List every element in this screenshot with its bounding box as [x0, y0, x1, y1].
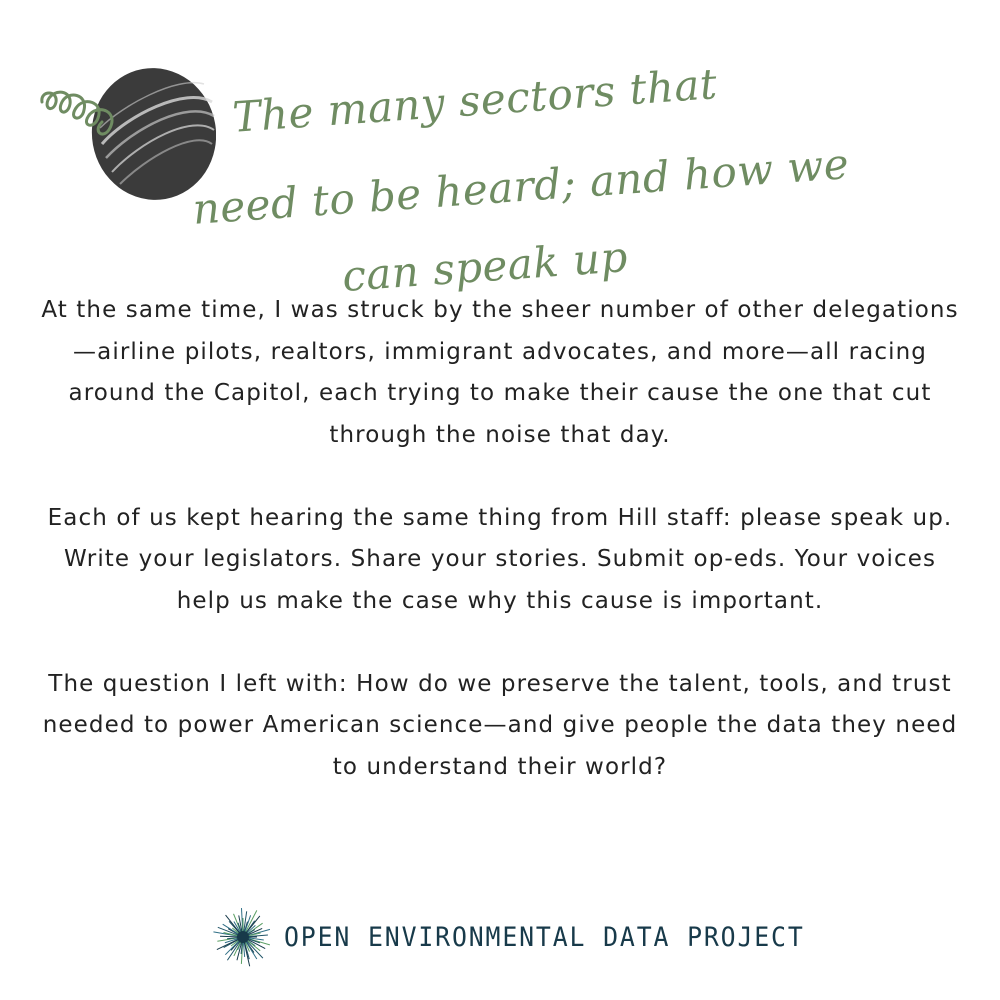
- paragraph-3: The question I left with: How do we preserve the talent, tools, and trust needed to power American science—and give people the data they need to understand their world?: [42, 670, 958, 780]
- title-line-1: The many sectors that: [230, 59, 719, 142]
- footer-brand: [210, 902, 805, 972]
- paragraph-1: At the same time, I was struck by the sheer number of other delegations—airline pilots, realtors, immigrant advocates, and more—all racing around the Capitol, each trying to make their cause the one that cut through the noise that day.: [41, 297, 959, 448]
- starburst-logo-icon: [210, 904, 276, 970]
- body-text: [40, 290, 960, 830]
- title-line-3: can speak up: [340, 232, 630, 301]
- paragraph-2: Each of us kept hearing the same thing from Hill staff: please speak up. Write your legislators. Share your stories. Submit op-eds. Your voices help us make the case why this cause is important.: [47, 504, 953, 614]
- title-line-2: need to be heard; and how we: [191, 139, 851, 234]
- page-title: [180, 40, 851, 301]
- org-name: OPEN ENVIRONMENTAL DATA PROJECT: [284, 921, 805, 953]
